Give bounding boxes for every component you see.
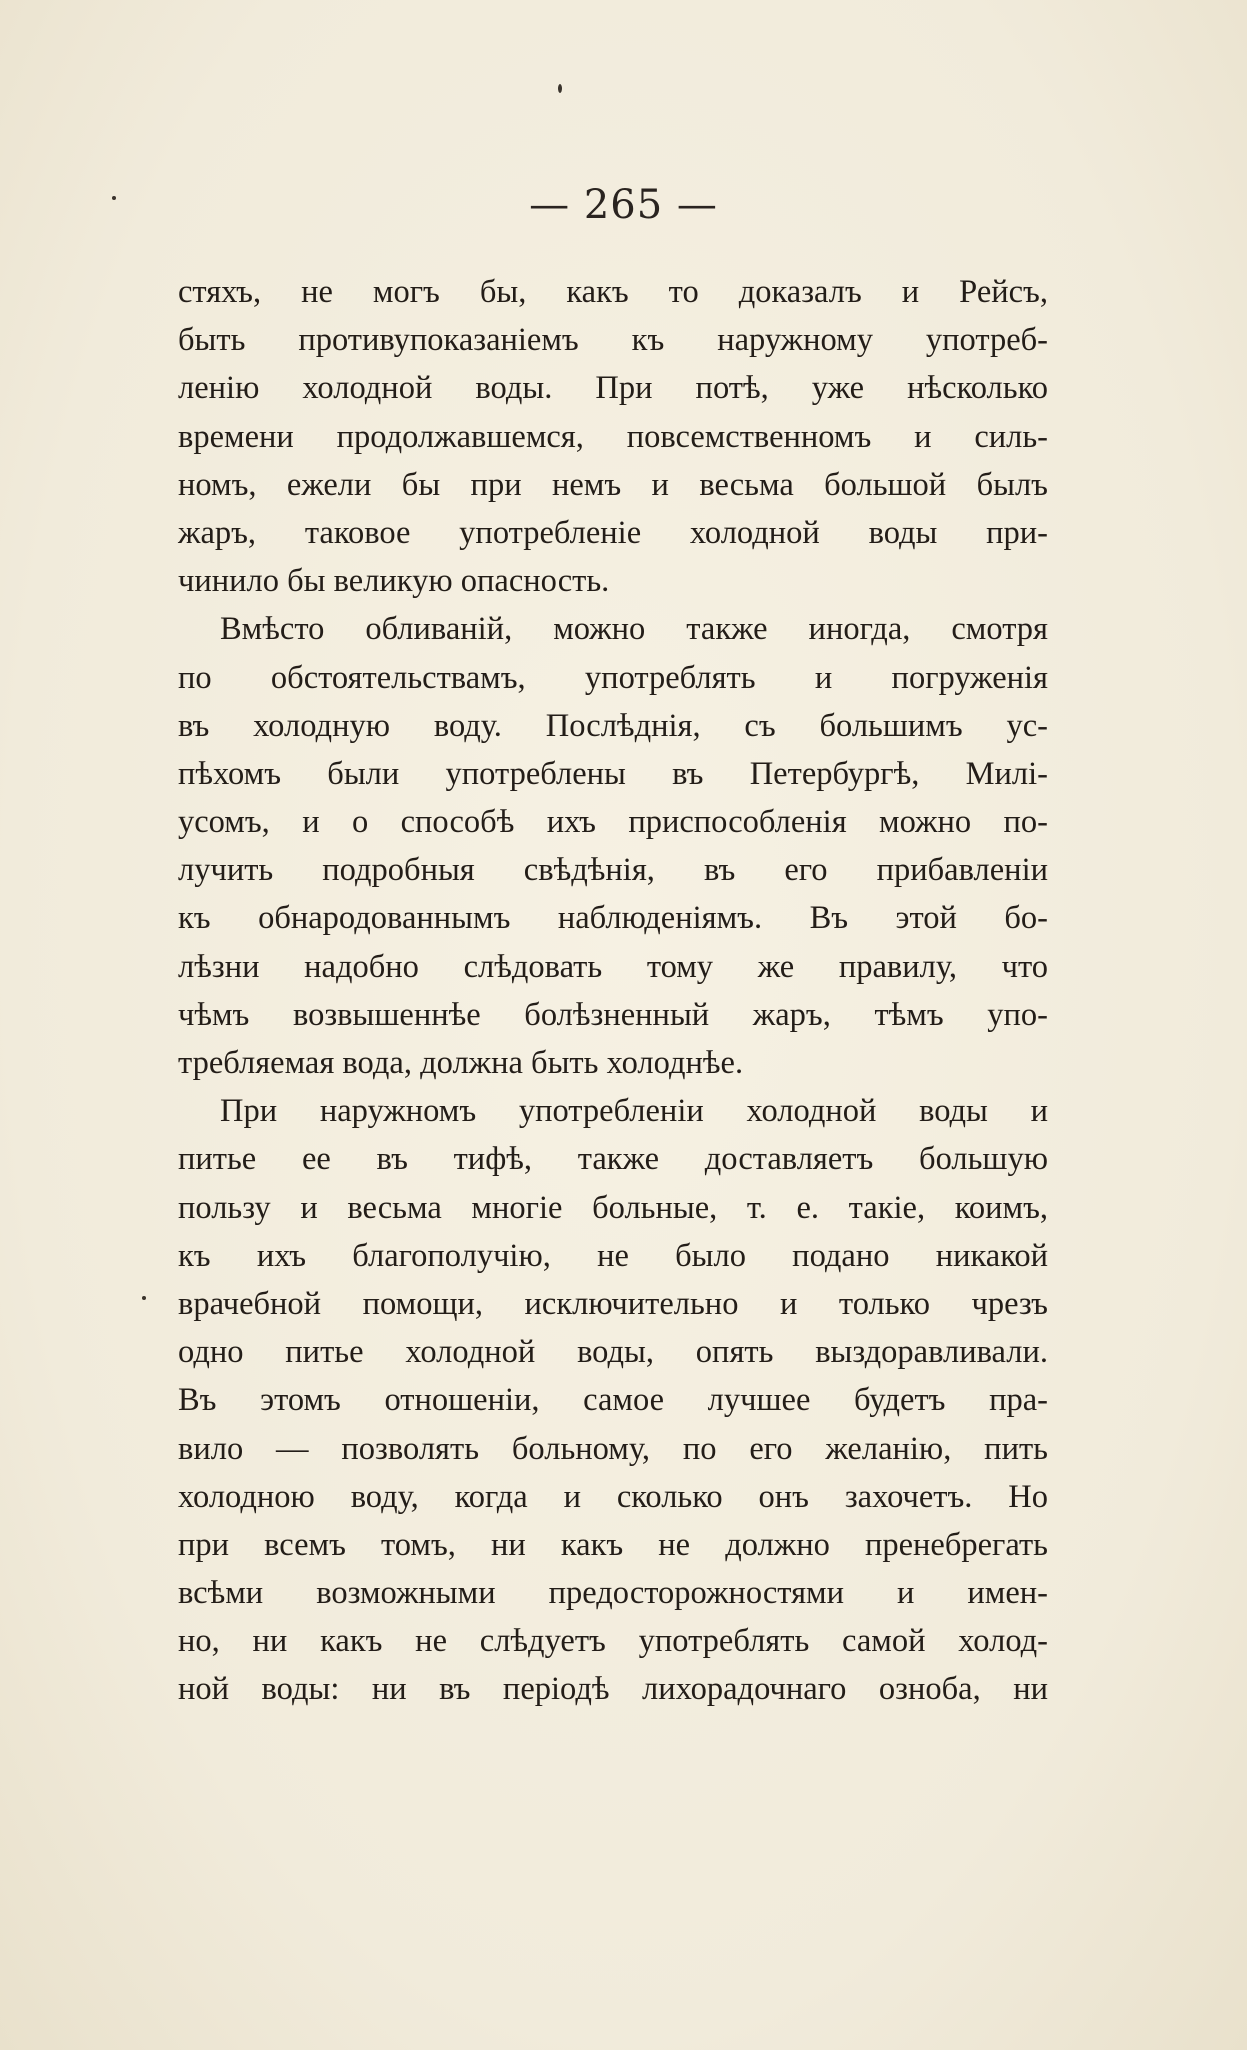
ink-speck: [142, 1296, 146, 1300]
body-text: [178, 268, 1048, 1714]
text-line: Вмѣсто обливанiй, можно также иногда, смотря: [220, 611, 1048, 648]
text-line: холодною воду, когда и сколько онъ захочетъ. Но: [178, 1478, 1048, 1515]
ink-speck: [558, 84, 562, 93]
text-line: къ ихъ благополучiю, не было подано никакой: [178, 1237, 1048, 1274]
text-line: требляемая вода, должна быть холоднѣе.: [178, 1045, 744, 1081]
text-line: лѣзни надобно слѣдовать тому же правилу, что: [178, 948, 1048, 985]
text-line: лучить подробныя свѣдѣнiя, въ его прибавленiи: [178, 852, 1048, 889]
text-line: ленiю холодной воды. При потѣ, уже нѣсколько: [178, 370, 1048, 407]
text-line: пользу и весьма многiе больные, т. е. такiе, коимъ,: [178, 1189, 1048, 1226]
text-line: жаръ, таковое употребленiе холодной воды при-: [178, 514, 1048, 551]
text-line: усомъ, и о способѣ ихъ приспособленiя можно по-: [178, 804, 1048, 841]
text-line: быть противупоказанiемъ къ наружному употреб-: [178, 322, 1048, 359]
paragraph: [178, 1087, 1048, 1713]
text-line: времени продолжавшемся, повсемственномъ и силь-: [178, 418, 1048, 455]
text-line: ной воды: ни въ перiодѣ лихорадочнаго озноба, ни: [178, 1671, 1048, 1708]
text-line: Въ этомъ отношенiи, самое лучшее будетъ пра-: [178, 1382, 1048, 1419]
text-line: врачебной помощи, исключительно и только чрезъ: [178, 1285, 1048, 1322]
text-line: въ холодную воду. Послѣднiя, съ большимъ ус-: [178, 707, 1048, 744]
text-line: чинило бы великую опасность.: [178, 563, 610, 600]
text-line: чѣмъ возвышеннѣе болѣзненный жаръ, тѣмъ упо-: [178, 996, 1048, 1033]
paragraph: [178, 268, 1048, 605]
text-line: по обстоятельствамъ, употреблять и погруженiя: [178, 659, 1048, 696]
text-line: питье ее въ тифѣ, также доставляетъ большую: [178, 1141, 1048, 1178]
text-line: къ обнародованнымъ наблюденiямъ. Въ этой бо-: [178, 900, 1048, 937]
page-number: — 265 —: [529, 182, 718, 228]
text-line: вило — позволять больному, по его желанiю, пить: [178, 1430, 1048, 1467]
paragraph: [178, 605, 1048, 1087]
text-line: но, ни какъ не слѣдуетъ употреблять самой холод-: [178, 1623, 1048, 1660]
text-line: номъ, ежели бы при немъ и весьма большой былъ: [178, 466, 1048, 503]
text-line: одно питье холодной воды, опять выздоравливали.: [178, 1334, 1048, 1371]
text-line: стяхъ, не могъ бы, какъ то доказалъ и Рейсъ,: [178, 274, 1048, 310]
text-line: пѣхомъ были употреблены въ Петербургѣ, Милi-: [178, 755, 1048, 792]
text-line: При наружномъ употребленiи холодной воды и: [220, 1093, 1048, 1130]
text-line: всѣми возможными предосторожностями и имен-: [178, 1575, 1048, 1612]
text-line: при всемъ томъ, ни какъ не должно пренебрегать: [178, 1526, 1048, 1563]
